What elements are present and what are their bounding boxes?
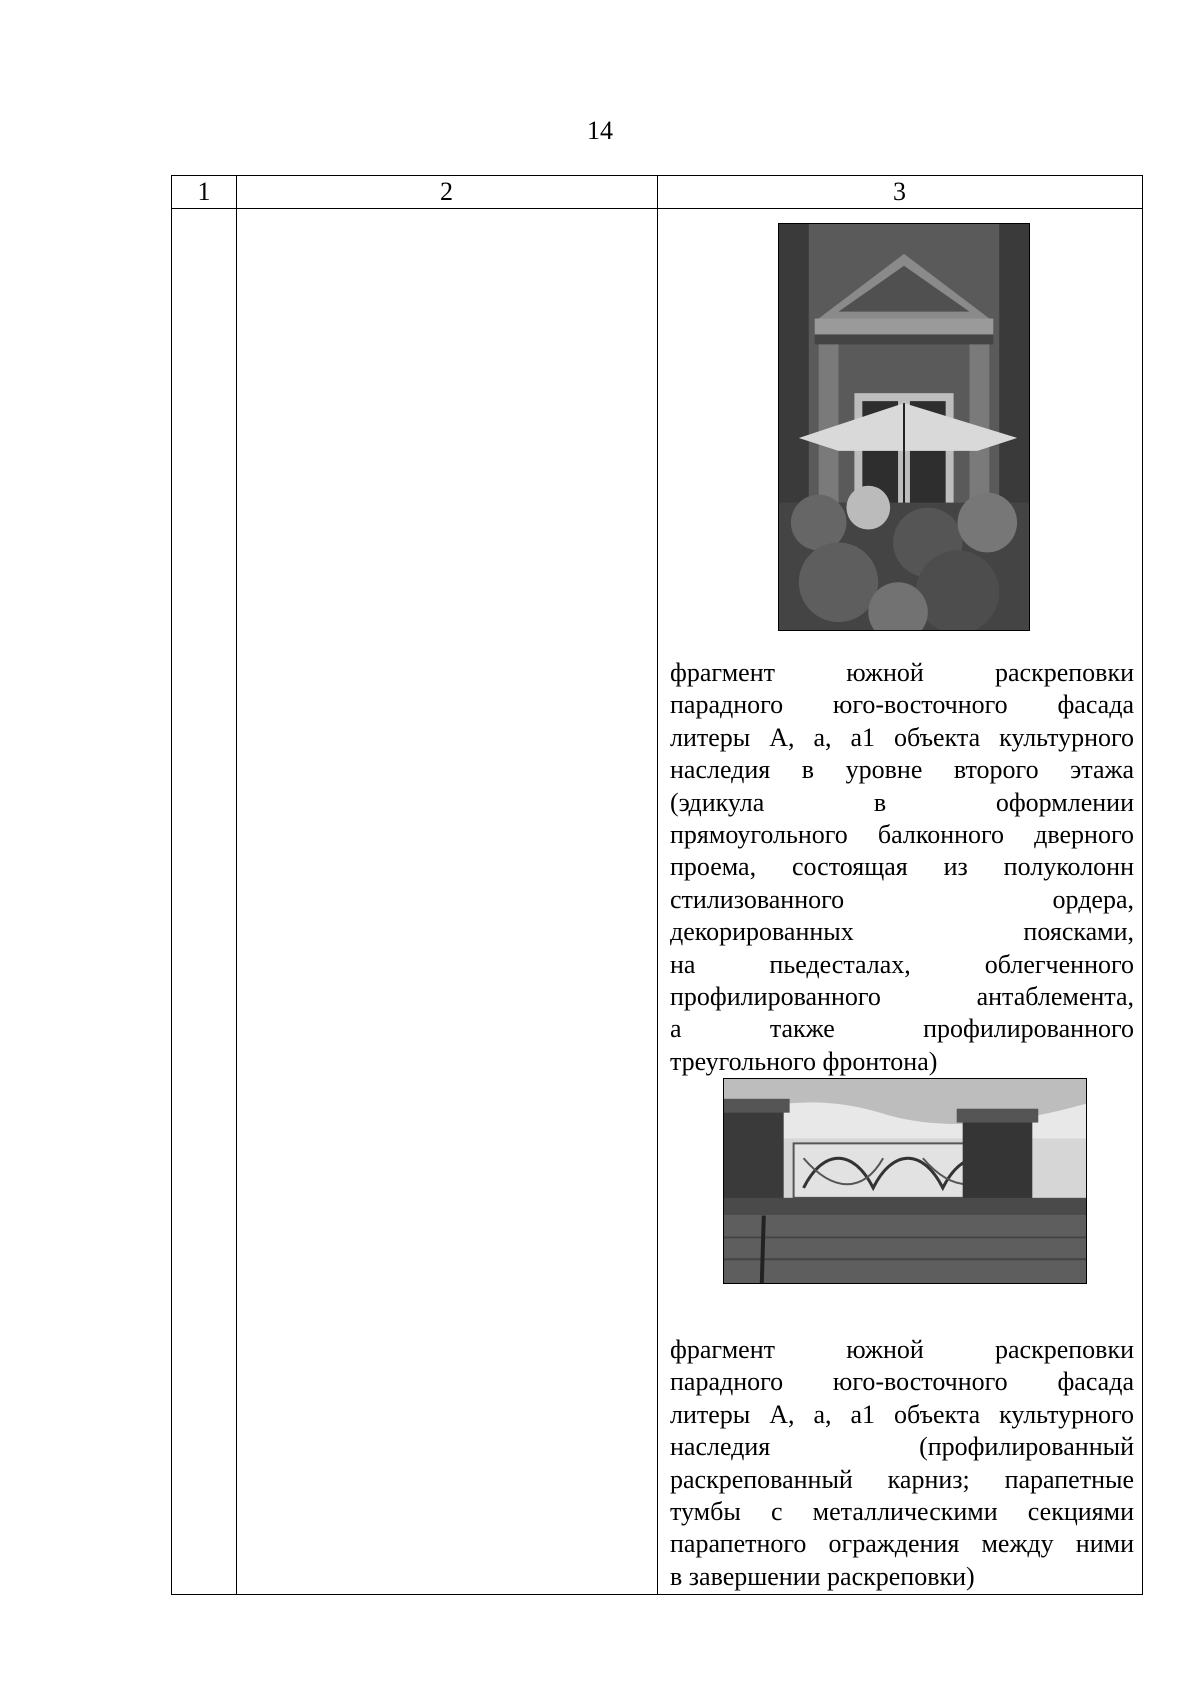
- caption-line: на пьедесталах, облегченного: [670, 949, 1134, 979]
- caption-line: проема, состоящая из полуколонн: [670, 852, 1134, 882]
- page-number: 14: [587, 116, 613, 145]
- caption-line: парадного юго-восточного фасада: [670, 690, 1134, 720]
- caption-line: декорированных поясками,: [670, 917, 1134, 947]
- header-divider: [172, 208, 1142, 209]
- header-col-3: 3: [893, 177, 906, 206]
- caption-line: наследия (профилированный: [670, 1432, 1134, 1462]
- column-divider: [236, 176, 237, 1594]
- caption-line: парадного юго-восточного фасада: [670, 1367, 1134, 1397]
- photo-edicule-balcony-door-icon: [779, 224, 1029, 630]
- caption-line: стилизованного ордера,: [670, 884, 1134, 914]
- caption-line: треугольного фронтона): [670, 1046, 938, 1076]
- header-col-2: 2: [440, 177, 453, 206]
- cell-col-3: [657, 210, 1142, 1594]
- photo-parapet: [723, 1078, 1087, 1284]
- caption-line: раскрепованный карниз; парапетные: [670, 1464, 1134, 1494]
- caption-line: профилированного антаблемента,: [670, 982, 1134, 1012]
- caption-line: фрагмент южной раскреповки: [670, 658, 1134, 687]
- caption-line: парапетного ограждения между ними: [670, 1529, 1134, 1559]
- caption-line: (эдикула в оформлении: [670, 787, 1134, 817]
- caption-line: наследия в уровне второго этажа: [670, 755, 1134, 785]
- caption-line: фрагмент южной раскреповки: [670, 1335, 1134, 1364]
- header-col-1: 1: [197, 177, 211, 206]
- caption-line: а также профилированного: [670, 1014, 1134, 1044]
- caption-line: прямоугольного балконного дверного: [670, 820, 1134, 850]
- caption-line: литеры А, а, а1 объекта культурного: [670, 722, 1134, 752]
- caption-line: в завершении раскреповки): [670, 1561, 975, 1591]
- photo-parapet-cornice-icon: [724, 1079, 1086, 1283]
- document-table: [171, 175, 1143, 1595]
- photo-edicule: [778, 223, 1030, 631]
- caption-parapet: [670, 1334, 1134, 1593]
- caption-line: тумбы с металлическими секциями: [670, 1497, 1134, 1527]
- caption-edicule: [670, 657, 1134, 1078]
- caption-line: литеры А, а, а1 объекта культурного: [670, 1399, 1134, 1429]
